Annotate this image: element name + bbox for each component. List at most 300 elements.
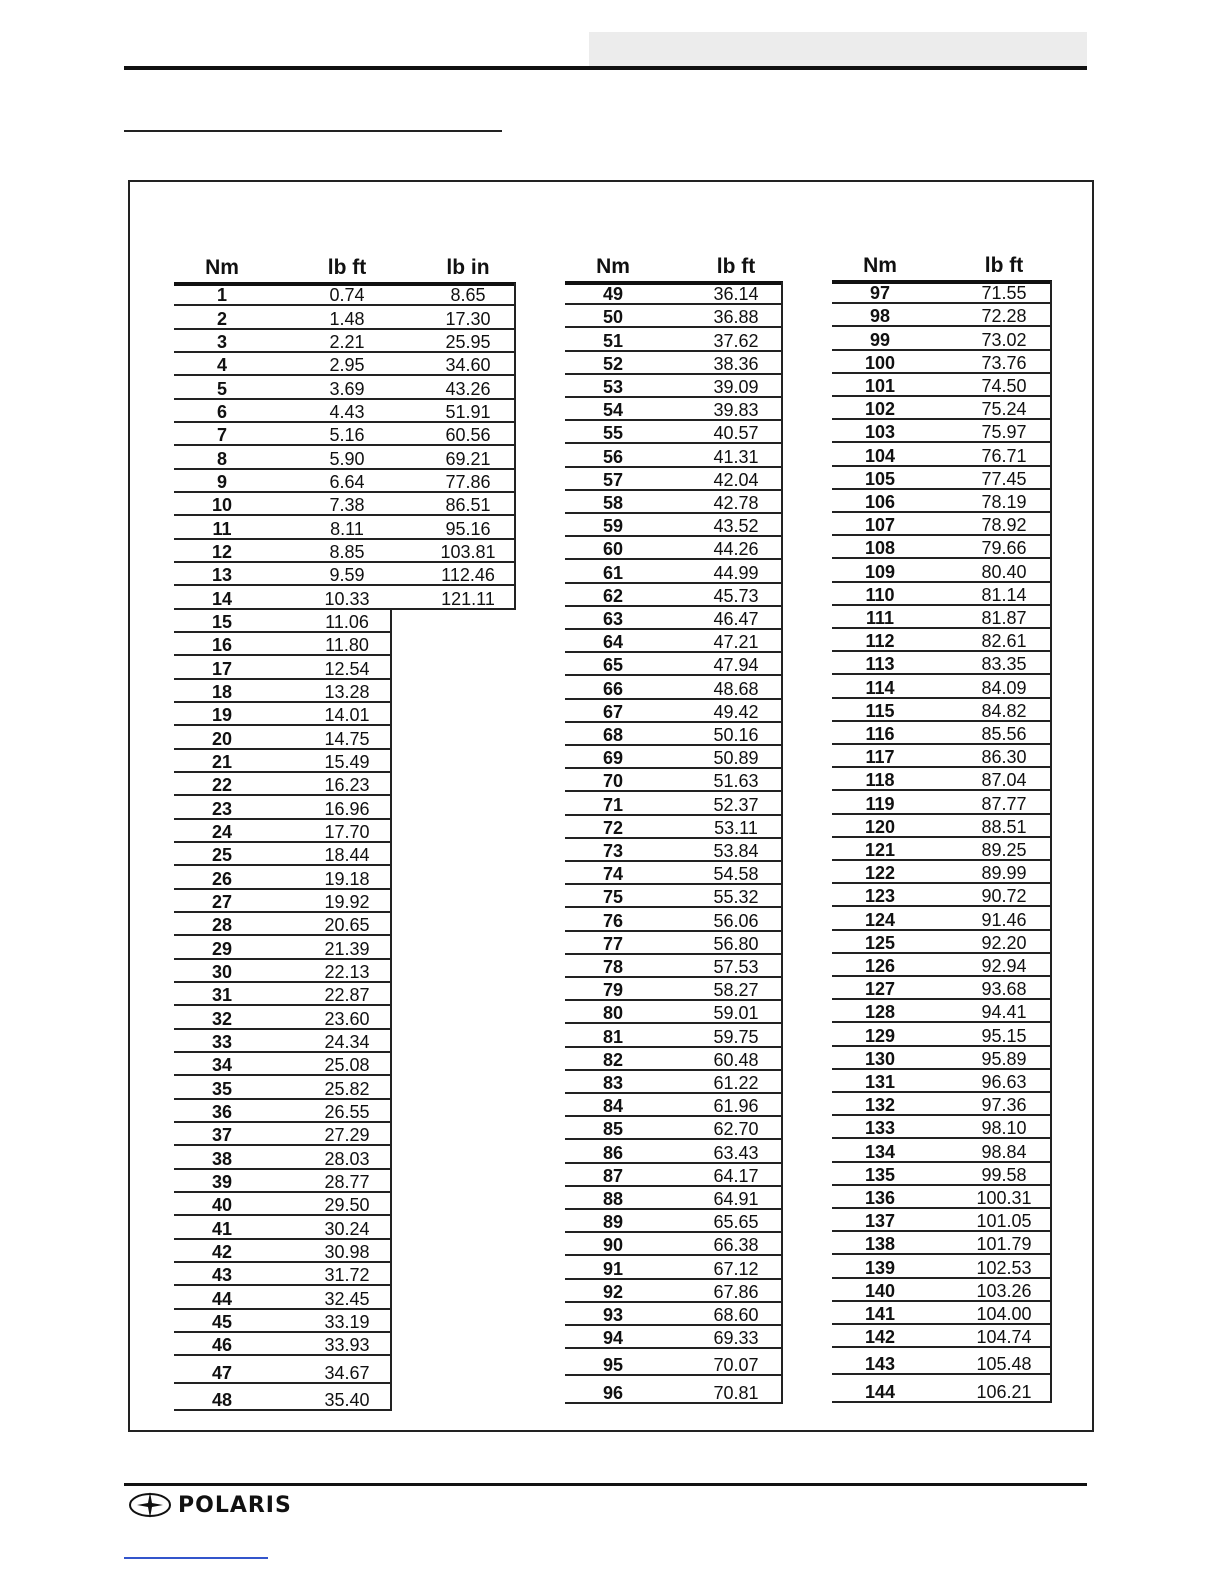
table-row	[174, 843, 392, 866]
nm-value: 53	[602, 376, 624, 397]
table-row	[565, 1071, 783, 1094]
lb-ft-value: 61.22	[713, 1072, 759, 1093]
nm-value: 74	[602, 864, 624, 885]
lb-ft-value: 33.19	[324, 1311, 370, 1332]
lb-in-value: 112.46	[441, 565, 495, 586]
lb-ft-value: 64.91	[713, 1188, 759, 1209]
lb-ft-value: 30.98	[324, 1241, 370, 1262]
lb-ft-value: 8.85	[329, 541, 365, 562]
nm-value: 28	[211, 915, 233, 936]
lb-ft-value: 93.68	[981, 979, 1027, 1000]
table-row	[174, 330, 516, 353]
table-row	[832, 1302, 1052, 1325]
table-row	[565, 1303, 783, 1326]
nm-value: 119	[865, 793, 895, 814]
lb-ft-value: 84.82	[981, 700, 1027, 721]
nm-value: 140	[864, 1280, 896, 1301]
nm-value: 118	[865, 770, 895, 791]
table-row	[565, 491, 783, 514]
table-row	[174, 726, 392, 749]
table-row	[832, 931, 1052, 954]
nm-value: 128	[864, 1002, 896, 1023]
lb-ft-value: 58.27	[713, 980, 759, 1001]
nm-value: 16	[211, 635, 233, 656]
table-row	[565, 398, 783, 421]
lb-ft-value: 99.58	[981, 1164, 1027, 1185]
nm-value: 138	[864, 1234, 896, 1255]
nm-value: 23	[211, 798, 233, 819]
lb-ft-value: 36.88	[713, 307, 759, 328]
nm-value: 44	[211, 1288, 233, 1309]
lb-ft-value: 87.77	[981, 793, 1027, 814]
table-row	[565, 955, 783, 978]
table-row	[174, 656, 392, 679]
table-row	[174, 680, 392, 703]
column-header: Nm	[205, 256, 239, 279]
lb-ft-value: 95.89	[981, 1048, 1027, 1069]
table-row	[832, 954, 1052, 977]
nm-value: 60	[602, 539, 624, 560]
lb-ft-value: 71.55	[981, 283, 1027, 304]
nm-value: 132	[864, 1095, 896, 1116]
footer-link-underline[interactable]	[124, 1557, 268, 1559]
table-row	[565, 885, 783, 908]
table-row	[174, 1053, 392, 1076]
lb-ft-value: 97.36	[981, 1095, 1027, 1116]
table-row	[565, 282, 783, 305]
lb-ft-value: 100.31	[976, 1187, 1032, 1208]
nm-value: 94	[602, 1328, 624, 1349]
lb-ft-value: 17.70	[324, 821, 370, 842]
table-row	[565, 1256, 783, 1279]
lb-ft-value: 64.17	[713, 1165, 759, 1186]
lb-ft-value: 24.34	[324, 1031, 370, 1052]
lb-ft-value: 8.11	[330, 518, 364, 539]
nm-value: 70	[602, 771, 624, 792]
lb-in-value: 17.30	[445, 308, 491, 329]
table-row	[832, 536, 1052, 559]
table-row	[565, 978, 783, 1001]
nm-value: 130	[864, 1048, 896, 1069]
nm-value: 45	[211, 1311, 233, 1332]
lb-ft-value: 12.54	[324, 658, 370, 679]
nm-value: 123	[864, 886, 896, 907]
table-row	[174, 376, 516, 399]
nm-value: 127	[864, 979, 896, 1000]
table-row	[832, 1070, 1052, 1093]
nm-value: 50	[602, 307, 624, 328]
nm-value: 56	[602, 446, 624, 467]
lb-ft-value: 29.50	[324, 1195, 370, 1216]
nm-value: 18	[211, 681, 233, 702]
nm-value: 81	[602, 1026, 624, 1047]
table-row	[832, 351, 1052, 374]
lb-in-value: 103.81	[440, 541, 496, 562]
nm-value: 58	[602, 492, 624, 513]
table-row	[174, 1333, 392, 1356]
lb-ft-value: 78.19	[981, 491, 1027, 512]
nm-value: 120	[864, 816, 896, 837]
lb-ft-value: 26.55	[324, 1101, 370, 1122]
nm-value: 33	[211, 1031, 233, 1052]
table-row	[174, 1310, 392, 1333]
nm-value: 75	[602, 887, 624, 908]
lb-ft-value: 68.60	[713, 1304, 759, 1325]
nm-value: 34	[211, 1055, 233, 1076]
lb-in-value: 95.16	[445, 518, 491, 539]
lb-ft-value: 13.28	[324, 681, 370, 702]
nm-value: 77	[602, 933, 624, 954]
lb-ft-value: 56.80	[713, 933, 759, 954]
nm-value: 10	[211, 495, 233, 516]
table-row	[565, 1326, 783, 1349]
lb-ft-value: 48.68	[713, 678, 759, 699]
table-row	[174, 1006, 392, 1029]
nm-value: 80	[602, 1003, 624, 1024]
table-row	[832, 420, 1052, 443]
nm-value: 86	[602, 1142, 624, 1163]
nm-value: 43	[211, 1265, 233, 1286]
lb-ft-value: 72.28	[981, 306, 1027, 327]
nm-value: 124	[864, 909, 896, 930]
nm-value: 17	[211, 658, 233, 679]
table-row	[174, 610, 392, 633]
nm-value: 35	[211, 1078, 233, 1099]
table-row	[174, 1030, 392, 1053]
table-row	[174, 1076, 392, 1099]
nm-value: 7	[216, 425, 227, 446]
nm-value: 129	[864, 1025, 896, 1046]
lb-ft-value: 44.99	[713, 562, 759, 583]
lb-in-value: 121.11	[441, 588, 495, 609]
table-row	[174, 1193, 392, 1216]
lb-ft-value: 37.62	[713, 330, 759, 351]
lb-ft-value: 78.92	[981, 515, 1027, 536]
table-row	[174, 1286, 392, 1309]
nm-value: 87	[602, 1165, 624, 1186]
lb-ft-value: 54.58	[713, 864, 759, 885]
lb-ft-value: 104.74	[976, 1327, 1032, 1348]
table-row	[832, 490, 1052, 513]
lb-ft-value: 103.26	[976, 1280, 1032, 1301]
lb-ft-value: 16.23	[324, 775, 370, 796]
nm-value: 78	[602, 956, 624, 977]
table-row	[565, 1140, 783, 1163]
lb-ft-value: 50.16	[713, 724, 759, 745]
nm-value: 36	[211, 1101, 233, 1122]
nm-value: 103	[864, 422, 896, 443]
table-row	[565, 792, 783, 815]
table-row	[832, 559, 1052, 582]
nm-value: 3	[216, 331, 227, 352]
lb-ft-value: 65.65	[713, 1212, 759, 1233]
lb-ft-value: 98.84	[981, 1141, 1027, 1162]
nm-value: 84	[602, 1096, 624, 1117]
table-row	[174, 470, 516, 493]
lb-ft-value: 21.39	[324, 938, 370, 959]
nm-value: 27	[211, 891, 233, 912]
lb-ft-value: 79.66	[981, 538, 1027, 559]
table-row	[174, 493, 516, 516]
lb-in-value: 51.91	[445, 401, 491, 422]
nm-value: 12	[211, 541, 233, 562]
lb-ft-value: 31.72	[324, 1265, 370, 1286]
table-row	[174, 890, 392, 913]
lb-in-value: 43.26	[445, 378, 491, 399]
table-row	[174, 563, 516, 586]
lb-ft-value: 30.24	[324, 1218, 370, 1239]
lb-ft-value: 101.05	[976, 1211, 1032, 1232]
table-row	[565, 769, 783, 792]
lb-ft-value: 92.20	[981, 932, 1027, 953]
lb-ft-value: 59.01	[713, 1003, 759, 1024]
table-row	[174, 1240, 392, 1263]
nm-value: 51	[602, 330, 624, 351]
table-row	[832, 513, 1052, 536]
header-rule	[124, 66, 1087, 70]
table-row	[174, 820, 392, 843]
lb-ft-value: 25.08	[324, 1055, 370, 1076]
table-row	[565, 1210, 783, 1233]
table-row	[832, 304, 1052, 327]
table-row	[832, 1279, 1052, 1302]
header-shaded-band	[589, 32, 1087, 66]
lb-in-value: 69.21	[445, 448, 491, 469]
table-row	[565, 375, 783, 398]
nm-value: 47	[211, 1362, 233, 1383]
lb-ft-value: 70.07	[713, 1355, 759, 1376]
table-row	[174, 866, 392, 889]
table-row	[174, 1216, 392, 1239]
table-row	[832, 281, 1052, 304]
table-row	[174, 400, 516, 423]
lb-ft-value: 81.87	[981, 607, 1027, 628]
table-row	[832, 675, 1052, 698]
table-row	[174, 703, 392, 726]
table-row	[174, 960, 392, 983]
nm-value: 108	[864, 538, 896, 559]
table-row	[565, 1233, 783, 1256]
table-row	[174, 1263, 392, 1286]
table-row	[832, 374, 1052, 397]
table-row	[565, 421, 783, 444]
table-row	[565, 723, 783, 746]
lb-ft-value: 86.30	[981, 747, 1027, 768]
nm-value: 112	[865, 631, 895, 652]
lb-ft-value: 15.49	[324, 751, 370, 772]
nm-value: 29	[211, 938, 233, 959]
lb-ft-value: 39.09	[713, 376, 759, 397]
nm-value: 83	[602, 1072, 624, 1093]
nm-value: 41	[211, 1218, 233, 1239]
table-header	[565, 255, 783, 281]
table-row	[565, 862, 783, 885]
nm-value: 144	[864, 1381, 896, 1402]
lb-ft-value: 5.16	[329, 425, 365, 446]
table-row	[565, 537, 783, 560]
table-right-border-lb-in	[514, 283, 516, 610]
table-row	[174, 750, 392, 773]
lb-ft-value: 66.38	[713, 1235, 759, 1256]
nm-value: 90	[602, 1235, 624, 1256]
column-header: lb ft	[716, 255, 756, 278]
lb-ft-value: 89.99	[981, 863, 1027, 884]
lb-ft-value: 101.79	[976, 1234, 1032, 1255]
nm-value: 69	[602, 748, 624, 769]
table-row	[174, 586, 516, 609]
lb-ft-value: 47.21	[713, 632, 759, 653]
nm-value: 2	[216, 308, 227, 329]
lb-ft-value: 42.78	[713, 492, 759, 513]
lb-ft-value: 14.01	[324, 705, 370, 726]
nm-value: 73	[602, 840, 624, 861]
lb-ft-value: 70.81	[713, 1382, 759, 1403]
table-row	[832, 815, 1052, 838]
table-row	[832, 768, 1052, 791]
lb-ft-value: 53.84	[713, 840, 759, 861]
nm-value: 8	[216, 448, 227, 469]
nm-value: 88	[602, 1188, 624, 1209]
nm-value: 134	[864, 1141, 896, 1162]
table-row	[565, 444, 783, 467]
lb-ft-value: 28.77	[324, 1171, 370, 1192]
nm-value: 64	[602, 632, 624, 653]
nm-value: 106	[864, 491, 896, 512]
lb-ft-value: 77.45	[981, 468, 1027, 489]
lb-ft-value: 102.53	[976, 1257, 1032, 1278]
table-row	[565, 630, 783, 653]
lb-ft-value: 98.10	[981, 1118, 1027, 1139]
table-row	[832, 629, 1052, 652]
nm-value: 137	[864, 1211, 896, 1232]
table-right-border-lb-ft	[390, 610, 392, 1411]
lb-ft-value: 59.75	[713, 1026, 759, 1047]
table-right-border	[781, 282, 783, 1404]
column-header: lb ft	[984, 254, 1024, 277]
nm-value: 93	[602, 1304, 624, 1325]
lb-ft-value: 5.90	[329, 448, 365, 469]
lb-ft-value: 3.69	[329, 378, 365, 399]
lb-ft-value: 42.04	[713, 469, 759, 490]
nm-value: 1	[216, 285, 227, 306]
lb-ft-value: 94.41	[981, 1002, 1027, 1023]
nm-value: 48	[211, 1389, 233, 1410]
table-row	[565, 1001, 783, 1024]
table-row	[832, 791, 1052, 814]
nm-value: 102	[864, 399, 896, 420]
nm-value: 142	[864, 1327, 896, 1348]
nm-value: 98	[869, 306, 891, 327]
nm-value: 141	[864, 1303, 896, 1324]
table-row	[174, 306, 516, 329]
lb-ft-value: 53.11	[714, 817, 758, 838]
table-row	[832, 606, 1052, 629]
nm-value: 99	[869, 329, 891, 350]
lb-ft-value: 39.83	[713, 400, 759, 421]
lb-ft-value: 83.35	[981, 654, 1027, 675]
table-row	[174, 283, 516, 306]
lb-ft-value: 49.42	[713, 701, 759, 722]
nm-value: 76	[602, 910, 624, 931]
table-row	[832, 1348, 1052, 1375]
footer-rule	[124, 1483, 1087, 1486]
table-row	[565, 700, 783, 723]
table-row	[832, 1325, 1052, 1348]
table-row	[565, 468, 783, 491]
table-header	[174, 256, 516, 282]
nm-value: 116	[865, 723, 895, 744]
nm-value: 31	[211, 985, 233, 1006]
lb-ft-value: 1.48	[329, 308, 365, 329]
table-row	[174, 540, 516, 563]
lb-ft-value: 16.96	[324, 798, 370, 819]
compass-star-icon	[128, 1490, 172, 1520]
lb-ft-value: 19.18	[324, 868, 370, 889]
nm-value: 40	[211, 1195, 233, 1216]
lb-ft-value: 60.48	[713, 1049, 759, 1070]
lb-ft-value: 22.87	[324, 985, 370, 1006]
nm-value: 133	[864, 1118, 896, 1139]
lb-ft-value: 22.13	[324, 961, 370, 982]
nm-value: 100	[864, 352, 896, 373]
table-row	[565, 1048, 783, 1071]
table-row	[174, 633, 392, 656]
nm-value: 66	[602, 678, 624, 699]
nm-value: 68	[602, 724, 624, 745]
lb-ft-value: 76.71	[981, 445, 1027, 466]
lb-ft-value: 67.86	[713, 1281, 759, 1302]
nm-value: 114	[865, 677, 895, 698]
lb-ft-value: 52.37	[713, 794, 759, 815]
lb-ft-value: 23.60	[324, 1008, 370, 1029]
lb-ft-value: 38.36	[713, 353, 759, 374]
nm-value: 139	[864, 1257, 896, 1278]
nm-value: 89	[602, 1212, 624, 1233]
nm-value: 63	[602, 608, 624, 629]
lb-ft-value: 28.03	[324, 1148, 370, 1169]
table-row	[174, 773, 392, 796]
nm-value: 111	[865, 607, 895, 628]
nm-value: 6	[216, 401, 227, 422]
lb-ft-value: 27.29	[324, 1125, 370, 1146]
table-row	[174, 983, 392, 1006]
lb-ft-value: 88.51	[981, 816, 1027, 837]
nm-value: 37	[211, 1125, 233, 1146]
lb-ft-value: 61.96	[713, 1096, 759, 1117]
table-row	[174, 353, 516, 376]
lb-ft-value: 92.94	[981, 955, 1027, 976]
lb-ft-value: 104.00	[976, 1303, 1032, 1324]
table-row	[174, 516, 516, 539]
lb-ft-value: 81.14	[981, 584, 1027, 605]
lb-ft-value: 73.76	[981, 352, 1027, 373]
nm-value: 82	[602, 1049, 624, 1070]
lb-ft-value: 43.52	[713, 516, 759, 537]
nm-value: 49	[602, 284, 624, 305]
nm-value: 72	[602, 817, 624, 838]
lb-in-value: 8.65	[450, 285, 486, 306]
table-row	[565, 607, 783, 630]
table-row	[565, 1280, 783, 1303]
table-row	[832, 1232, 1052, 1255]
nm-value: 22	[211, 775, 233, 796]
lb-ft-value: 56.06	[713, 910, 759, 931]
table-row	[832, 467, 1052, 490]
nm-value: 121	[864, 839, 896, 860]
nm-value: 126	[864, 955, 896, 976]
nm-value: 57	[602, 469, 624, 490]
lb-ft-value: 63.43	[713, 1142, 759, 1163]
